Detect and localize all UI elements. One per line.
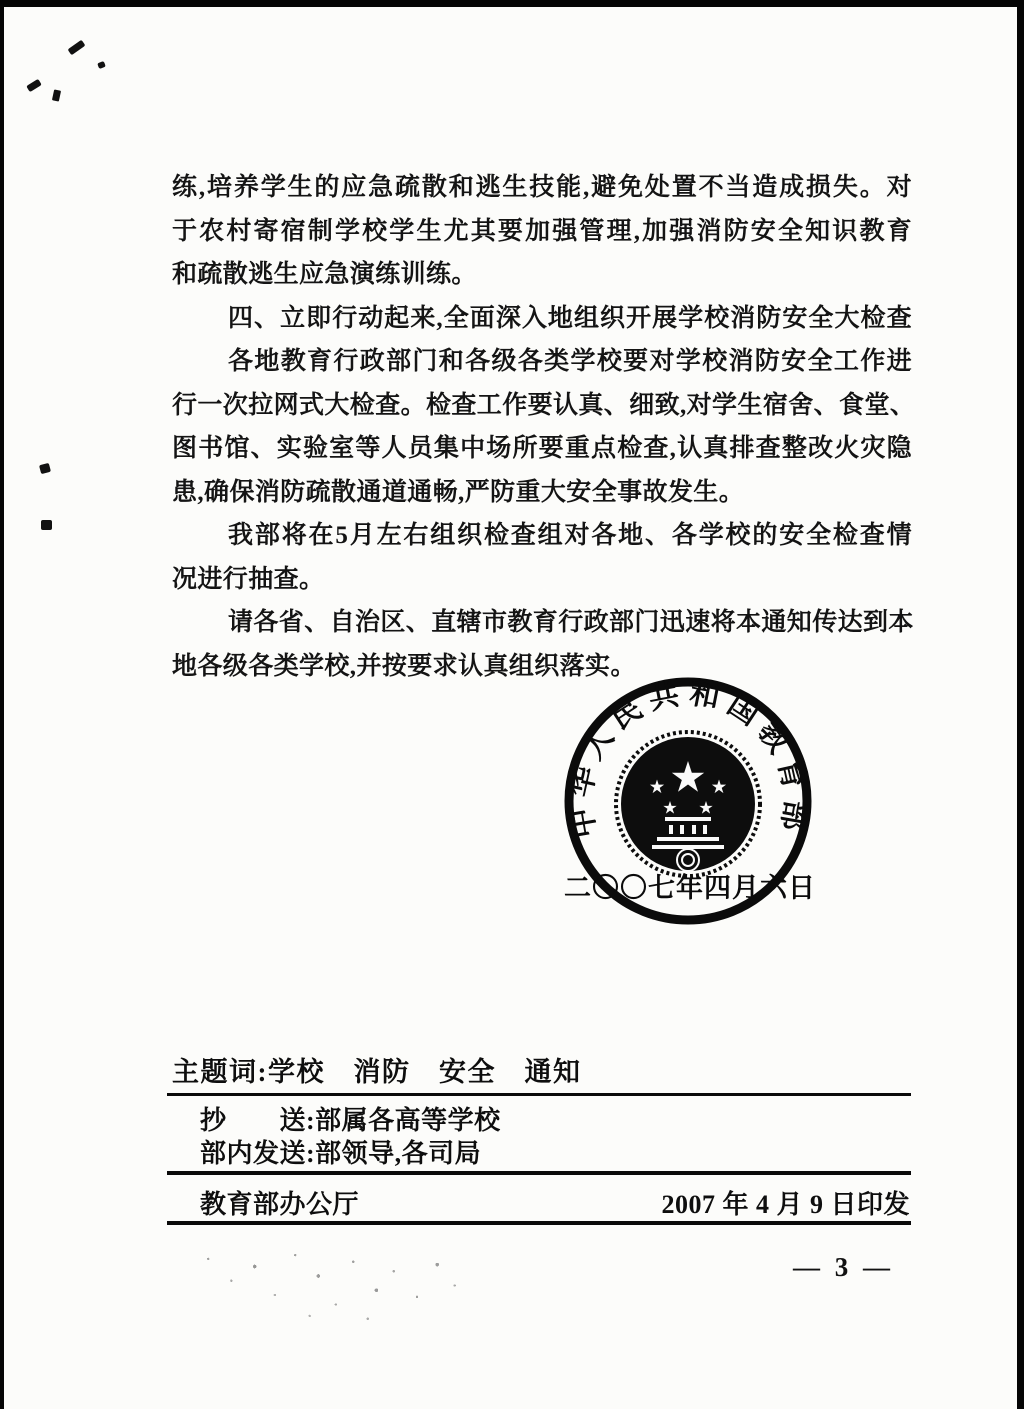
ink-smudge [68, 40, 86, 55]
body-line: 练,培养学生的应急疏散和逃生技能,避免处置不当造成损失。对 [172, 174, 912, 201]
scan-border-left [0, 0, 4, 1409]
ink-smudge [26, 79, 42, 92]
body-line: 地各级各类学校,并按要求认真组织落实。 [172, 652, 636, 680]
footer-row [200, 1184, 910, 1221]
body-line: 况进行抽查。 [172, 565, 325, 593]
body-line: 于农村寄宿制学校学生尤其要加强管理,加强消防安全知识教育 [172, 217, 912, 245]
body-line: 请各省、自治区、直辖市教育行政部门迅速将本通知传达到本 [228, 609, 914, 636]
body-line-section-heading: 四、立即行动起来,全面深入地组织开展学校消防安全大检查 [228, 304, 912, 332]
cc-block [200, 1104, 501, 1170]
cc-copy-to-line: 抄 送:部属各高等学校 [200, 1106, 501, 1135]
scan-border-right [1017, 0, 1024, 1409]
body-line: 图书馆、实验室等人员集中场所要重点检查,认真排查整改火灾隐 [172, 435, 912, 462]
body-line: 我部将在5月左右组织检查组对各地、各学校的安全检查情 [228, 522, 912, 549]
footer-print-date: 2007 年 4 月 9 日印发 [661, 1190, 910, 1219]
body-line: 和疏散逃生应急演练训练。 [172, 261, 477, 288]
seal-ring-text: 中华人民共和国教育部 [563, 676, 813, 841]
scan-border-top [0, 0, 1024, 7]
divider [167, 1093, 911, 1096]
body-line: 患,确保消防疏散通道通畅,严防重大安全事故发生。 [172, 478, 745, 506]
document-body [172, 166, 916, 688]
page-number: — 3 — [793, 1252, 894, 1282]
ink-smudge [39, 463, 51, 474]
photocopy-smudge [185, 1238, 475, 1333]
ink-smudge [41, 520, 52, 530]
cc-internal-line: 部内发送:部领导,各司局 [200, 1139, 482, 1168]
national-emblem-icon [616, 732, 760, 876]
body-line: 行一次拉网式大检查。检查工作要认真、细致,对学生宿舍、食堂、 [172, 391, 916, 419]
divider [167, 1221, 911, 1225]
ink-smudge [52, 89, 61, 101]
ink-smudge [97, 61, 106, 69]
keywords-line: 主题词:学校 消防 安全 通知 [172, 1057, 582, 1087]
footer-issuer: 教育部办公厅 [200, 1190, 360, 1219]
seal-date: 二〇〇七年四月六日 [564, 873, 816, 903]
body-line: 各地教育行政部门和各级各类学校要对学校消防安全工作进 [228, 348, 912, 375]
divider [167, 1171, 911, 1175]
